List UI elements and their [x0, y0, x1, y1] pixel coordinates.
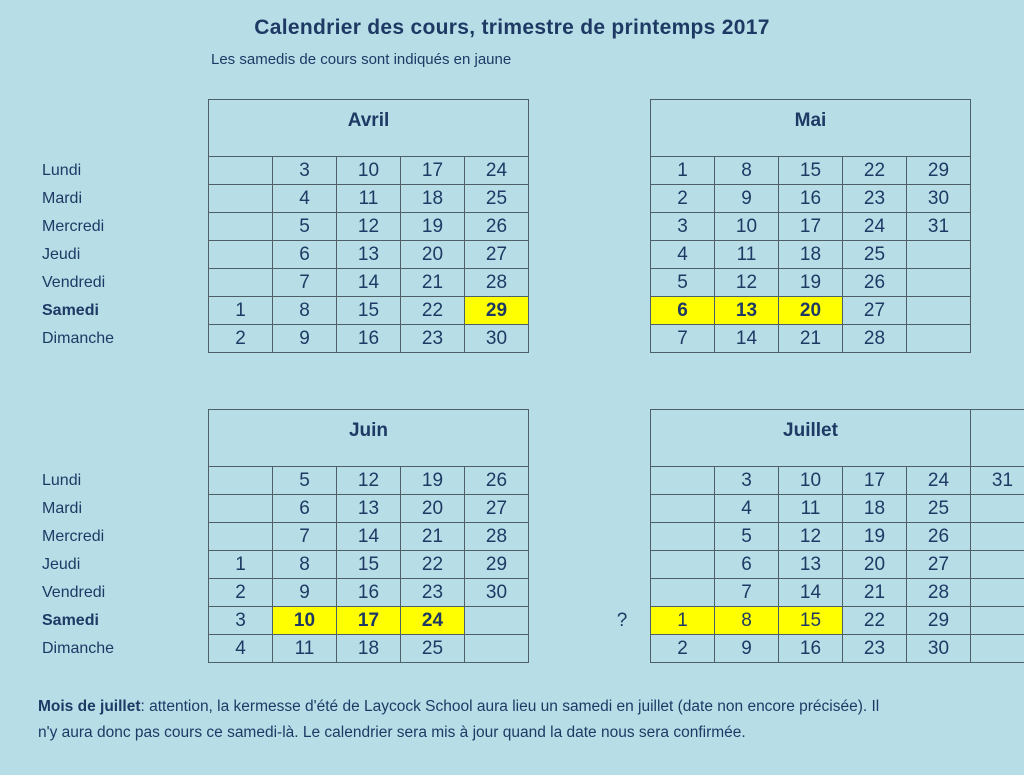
day-cell: 15	[337, 297, 401, 325]
day-cell: 12	[337, 213, 401, 241]
day-cell: 12	[779, 523, 843, 551]
day-cell: 4	[715, 495, 779, 523]
day-cell: 4	[273, 185, 337, 213]
calendar-month-juillet	[650, 409, 1024, 663]
empty-cell	[971, 579, 1024, 607]
day-cell: 22	[401, 551, 465, 579]
day-cell: 19	[401, 213, 465, 241]
day-cell: 26	[907, 523, 971, 551]
day-cell: 26	[465, 467, 529, 495]
day-label-samedi: Samedi	[42, 302, 99, 319]
day-cell: 3	[209, 607, 273, 635]
empty-cell	[209, 495, 273, 523]
day-cell: 7	[715, 579, 779, 607]
day-cell: 10	[715, 213, 779, 241]
day-cell: 5	[715, 523, 779, 551]
day-label-lundi: Lundi	[42, 472, 82, 489]
day-cell: 6	[715, 551, 779, 579]
day-label-samedi: Samedi	[42, 612, 99, 629]
day-cell: 21	[401, 523, 465, 551]
day-cell: 20	[401, 495, 465, 523]
day-cell: 5	[651, 269, 715, 297]
day-cell: 9	[715, 185, 779, 213]
day-cell: 6	[273, 495, 337, 523]
day-cell: 1	[651, 607, 715, 635]
day-cell: 10	[273, 607, 337, 635]
day-label-lundi: Lundi	[42, 162, 82, 179]
day-cell: 15	[779, 157, 843, 185]
empty-cell	[209, 157, 273, 185]
day-cell: 12	[715, 269, 779, 297]
day-label-mercredi: Mercredi	[42, 218, 105, 235]
day-cell: 23	[843, 635, 907, 663]
footnote-line1-text: : attention, la kermesse d'été de Laycock School aura lieu un samedi en juillet (date non encore précisée). Il	[140, 698, 880, 715]
day-labels-top	[42, 157, 202, 353]
empty-cell	[651, 495, 715, 523]
day-cell: 23	[401, 579, 465, 607]
day-cell: 28	[465, 523, 529, 551]
day-cell: 20	[843, 551, 907, 579]
day-cell: 19	[779, 269, 843, 297]
calendar-table-juin	[208, 409, 529, 663]
day-cell: 27	[465, 241, 529, 269]
day-cell: 25	[843, 241, 907, 269]
day-cell: 18	[843, 495, 907, 523]
day-cell: 11	[715, 241, 779, 269]
month-header-empty-cell	[971, 410, 1024, 467]
day-cell: 29	[465, 551, 529, 579]
day-cell: 23	[401, 325, 465, 353]
day-cell: 28	[843, 325, 907, 353]
day-cell: 8	[273, 297, 337, 325]
day-cell: 24	[401, 607, 465, 635]
day-cell: 14	[779, 579, 843, 607]
day-cell: 7	[651, 325, 715, 353]
day-label-mardi: Mardi	[42, 190, 83, 207]
day-label-mardi: Mardi	[42, 500, 83, 517]
day-cell: 20	[779, 297, 843, 325]
day-cell: 22	[401, 297, 465, 325]
empty-cell	[907, 241, 971, 269]
day-cell: 26	[465, 213, 529, 241]
day-label-vendredi: Vendredi	[42, 274, 106, 291]
day-cell: 25	[401, 635, 465, 663]
empty-cell	[651, 579, 715, 607]
day-cell: 13	[337, 495, 401, 523]
day-cell: 30	[465, 579, 529, 607]
calendar-table-juillet	[650, 409, 1024, 663]
empty-cell	[465, 607, 529, 635]
day-cell: 17	[337, 607, 401, 635]
calendar-month-mai	[650, 99, 971, 353]
empty-cell	[209, 241, 273, 269]
day-cell: 20	[401, 241, 465, 269]
day-cell: 11	[779, 495, 843, 523]
empty-cell	[971, 495, 1024, 523]
day-cell: 2	[209, 579, 273, 607]
day-cell: 4	[651, 241, 715, 269]
day-cell: 17	[843, 467, 907, 495]
day-cell: 9	[273, 325, 337, 353]
day-cell: 2	[651, 185, 715, 213]
day-cell: 6	[651, 297, 715, 325]
day-cell: 25	[465, 185, 529, 213]
day-cell: 15	[779, 607, 843, 635]
calendar-month-juin	[208, 409, 529, 663]
day-cell: 12	[337, 467, 401, 495]
day-cell: 30	[907, 185, 971, 213]
day-cell: 31	[971, 467, 1024, 495]
day-cell: 8	[715, 607, 779, 635]
day-cell: 29	[465, 297, 529, 325]
day-cell: 16	[779, 185, 843, 213]
day-cell: 10	[337, 157, 401, 185]
day-cell: 29	[907, 157, 971, 185]
month-title: Avril	[209, 100, 529, 157]
day-label-dimanche: Dimanche	[42, 640, 115, 657]
empty-cell	[907, 325, 971, 353]
day-cell: 11	[273, 635, 337, 663]
day-label-vendredi: Vendredi	[42, 584, 106, 601]
calendar-table-mai	[650, 99, 971, 353]
day-cell: 18	[401, 185, 465, 213]
day-cell: 4	[209, 635, 273, 663]
day-cell: 24	[465, 157, 529, 185]
day-cell: 31	[907, 213, 971, 241]
day-cell: 14	[337, 523, 401, 551]
day-cell: 13	[715, 297, 779, 325]
day-cell: 27	[465, 495, 529, 523]
day-cell: 14	[715, 325, 779, 353]
day-cell: 27	[907, 551, 971, 579]
empty-cell	[907, 269, 971, 297]
day-cell: 23	[843, 185, 907, 213]
footnote	[38, 694, 879, 746]
day-label-jeudi: Jeudi	[42, 556, 81, 573]
day-cell: 19	[843, 523, 907, 551]
day-cell: 1	[651, 157, 715, 185]
day-label-jeudi: Jeudi	[42, 246, 81, 263]
day-cell: 14	[337, 269, 401, 297]
empty-cell	[465, 635, 529, 663]
subtitle: Les samedis de cours sont indiqués en jaune	[211, 51, 512, 68]
footnote-line-1	[38, 694, 879, 720]
calendar-table-avril	[208, 99, 529, 353]
day-cell: 24	[843, 213, 907, 241]
calendar-month-avril	[208, 99, 529, 353]
month-title: Mai	[651, 100, 971, 157]
day-cell: 9	[273, 579, 337, 607]
day-cell: 15	[337, 551, 401, 579]
day-cell: 11	[337, 185, 401, 213]
page-title: Calendrier des cours, trimestre de printemps 2017	[254, 16, 770, 39]
day-cell: 5	[273, 213, 337, 241]
question-mark: ?	[616, 610, 628, 631]
day-cell: 3	[715, 467, 779, 495]
day-cell: 8	[715, 157, 779, 185]
empty-cell	[209, 269, 273, 297]
empty-cell	[907, 297, 971, 325]
day-label-dimanche: Dimanche	[42, 330, 115, 347]
day-cell: 9	[715, 635, 779, 663]
empty-cell	[209, 467, 273, 495]
day-cell: 8	[273, 551, 337, 579]
day-cell: 6	[273, 241, 337, 269]
day-cell: 30	[465, 325, 529, 353]
day-cell: 21	[779, 325, 843, 353]
day-cell: 18	[779, 241, 843, 269]
day-cell: 21	[843, 579, 907, 607]
footnote-line-2: n'y aura donc pas cours ce samedi-là. Le calendrier sera mis à jour quand la date nous sera confirmée.	[38, 724, 746, 741]
day-cell: 7	[273, 523, 337, 551]
day-cell: 28	[907, 579, 971, 607]
day-cell: 28	[465, 269, 529, 297]
day-cell: 24	[907, 467, 971, 495]
day-cell: 19	[401, 467, 465, 495]
day-cell: 29	[907, 607, 971, 635]
day-cell: 30	[907, 635, 971, 663]
day-cell: 13	[779, 551, 843, 579]
day-cell: 16	[337, 579, 401, 607]
day-cell: 22	[843, 157, 907, 185]
day-cell: 10	[779, 467, 843, 495]
empty-cell	[971, 551, 1024, 579]
day-cell: 16	[779, 635, 843, 663]
day-cell: 25	[907, 495, 971, 523]
day-cell: 2	[651, 635, 715, 663]
empty-cell	[209, 523, 273, 551]
empty-cell	[971, 523, 1024, 551]
empty-cell	[971, 635, 1024, 663]
day-cell: 7	[273, 269, 337, 297]
empty-cell	[971, 607, 1024, 635]
day-cell: 3	[273, 157, 337, 185]
day-cell: 1	[209, 551, 273, 579]
empty-cell	[651, 523, 715, 551]
day-label-mercredi: Mercredi	[42, 528, 105, 545]
day-cell: 22	[843, 607, 907, 635]
day-cell: 13	[337, 241, 401, 269]
day-cell: 17	[779, 213, 843, 241]
day-cell: 27	[843, 297, 907, 325]
footnote-bold-prefix: Mois de juillet	[38, 698, 141, 715]
day-cell: 16	[337, 325, 401, 353]
day-cell: 18	[337, 635, 401, 663]
day-cell: 3	[651, 213, 715, 241]
month-title: Juillet	[651, 410, 971, 467]
empty-cell	[209, 213, 273, 241]
month-title: Juin	[209, 410, 529, 467]
empty-cell	[651, 551, 715, 579]
empty-cell	[651, 467, 715, 495]
day-cell: 21	[401, 269, 465, 297]
day-cell: 1	[209, 297, 273, 325]
day-cell: 26	[843, 269, 907, 297]
day-cell: 2	[209, 325, 273, 353]
day-cell: 17	[401, 157, 465, 185]
day-labels-bottom	[42, 467, 202, 663]
day-cell: 5	[273, 467, 337, 495]
empty-cell	[209, 185, 273, 213]
